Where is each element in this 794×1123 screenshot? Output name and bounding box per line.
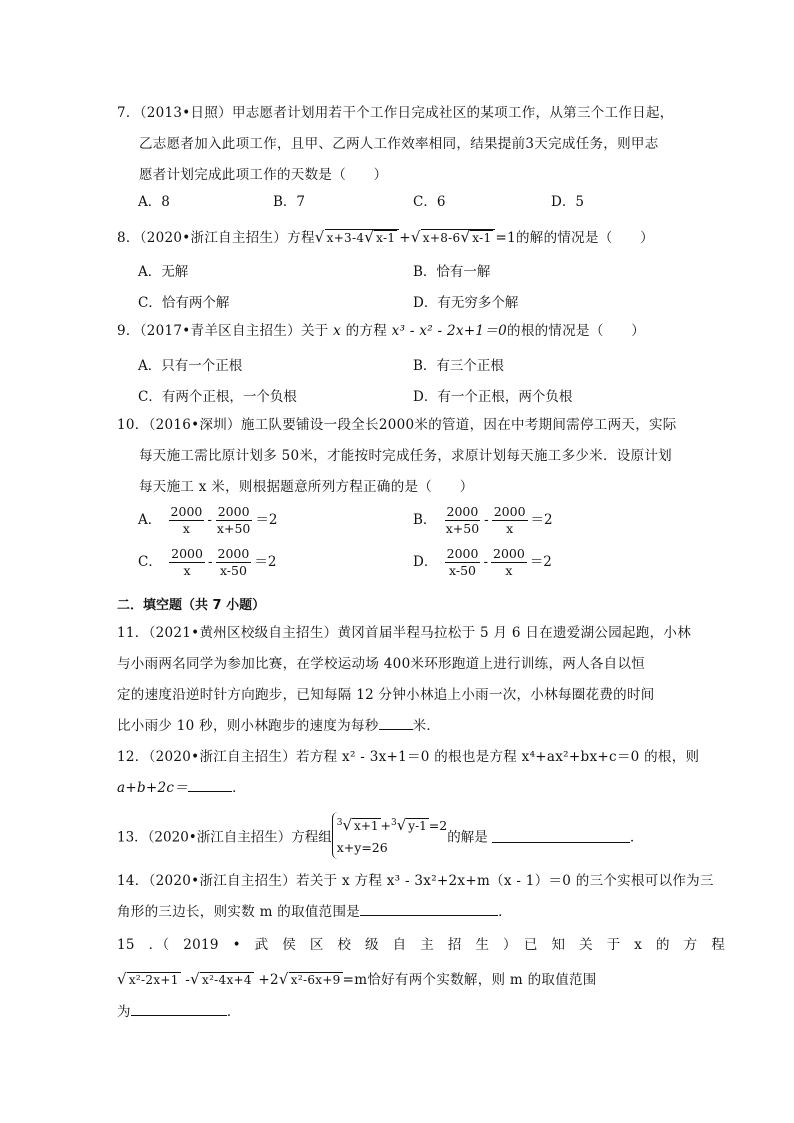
denominator: x+50 — [445, 521, 480, 536]
numerator: 2000 — [493, 546, 525, 561]
sys1-rhs: =2 — [428, 818, 448, 834]
answer-blank[interactable] — [188, 777, 232, 792]
question-12 — [117, 742, 700, 804]
question-14 — [117, 866, 714, 928]
q10-option-a — [138, 504, 277, 537]
q8-option-d: D．有无穷多个解 — [413, 295, 519, 311]
q11-line-1: 11．（2021•黄州区校级自主招生）黄冈首届半程马拉松于 5 月 6 日在遗爱湖公园起跑，小林 — [117, 625, 691, 641]
q11-line-3: 定的速度沿逆时针方向跑步，已知每隔 12 分钟小林追上小雨一次，小林每圈花费的时间 — [117, 687, 655, 703]
q13-end: ． — [630, 829, 644, 846]
q10-option-d — [413, 546, 552, 579]
q9-suffix: 的根的情况是（ ） — [507, 323, 646, 339]
q14-suffix: ． — [498, 904, 512, 920]
minus-sign: - — [207, 554, 213, 570]
q9-option-b: B．有三个正根 — [413, 358, 504, 374]
equation-system: $^3$√ x+1 +$^3$√ y-1 =2 x+y=26 — [332, 812, 447, 859]
q7-option-d: D．5 — [551, 194, 584, 210]
denominator: x-50 — [219, 563, 247, 578]
q15-line-3: 为 — [117, 1004, 131, 1020]
question-15: 15 ．（ 2019 • 武 侯 区 校 级 自 主 招 生 ） 已 知 关 于 x 的 方 程 √ x²-2x+1 -√ x²-4x+4 +2√ x²-6x+9 =m恰好有两个实数解，则 m 的取值范围 为 ． — [117, 930, 677, 1028]
q15-radicand-3: x²-6x+9 — [290, 973, 341, 987]
q7-line-3: 愿者计划完成此项工作的天数是（ ） — [139, 167, 388, 183]
section-heading-fill-in: 二．填空题（共 7 小题） — [117, 598, 266, 613]
question-11 — [117, 618, 691, 742]
q10-option-c — [138, 546, 276, 579]
question-10 — [117, 410, 677, 503]
fraction — [215, 504, 252, 537]
q9-option-a: A．只有一个正根 — [138, 358, 243, 374]
q8-option-b: B．恰有一解 — [413, 264, 491, 280]
answer-blank[interactable] — [492, 828, 630, 843]
q10-line-1: 10．（2016•深圳）施工队要铺设一段全长2000米的管道，因在中考期间需停工两天，实际 — [117, 417, 677, 433]
q15-eq: =m — [342, 972, 368, 988]
minus-sign: - — [207, 512, 212, 528]
answer-blank[interactable] — [360, 901, 498, 916]
q9-mid: 的方程 — [345, 323, 388, 339]
q9-option-c: C．有两个正根，一个负根 — [138, 389, 297, 405]
q7-option-b: B．7 — [273, 194, 306, 210]
numerator: 2000 — [493, 504, 526, 519]
fraction — [169, 546, 205, 579]
q10-line-2: 每天施工需比原计划多 50米，才能按时完成任务，求原计划每天施工多少米．设原计划 — [139, 448, 672, 464]
numerator: 2000 — [217, 546, 250, 561]
q8-radicand-2a: x+8-6 — [422, 231, 461, 245]
sys2: x+y=26 — [336, 840, 388, 856]
q8-radicand-1a: x+3-4 — [326, 231, 365, 245]
q14-line-2: 角形的三边长，则实数 m 的取值范围是 — [117, 904, 361, 920]
question-9 — [117, 316, 677, 347]
q12-line-2: a+b+2c＝ — [117, 780, 189, 796]
minus-sign: - — [484, 512, 489, 528]
q9-prefix: 9．（2017•青羊区自主招生）关于 — [117, 323, 329, 339]
rhs: ＝2 — [530, 512, 553, 528]
q8-suffix: 的解的情况是（ ） — [515, 230, 654, 246]
fraction — [445, 546, 481, 579]
q8-eq: =1 — [495, 230, 516, 246]
q8-radicand-2b: x-1 — [472, 231, 492, 245]
numerator: 2000 — [446, 546, 479, 561]
fraction — [492, 504, 528, 537]
q8-plus: + — [399, 230, 411, 246]
rhs: ＝2 — [529, 554, 552, 570]
q10-option-b-label: B． — [413, 512, 437, 528]
q10-option-c-label: C． — [138, 554, 162, 570]
cube-root-1: x+1 — [354, 819, 379, 834]
fraction — [216, 546, 252, 579]
q15-line-1: 15 ．（ 2019 • 武 侯 区 校 级 自 主 招 生 ） 已 知 关 于 x 的 方 程 — [117, 937, 726, 953]
denominator: x — [182, 521, 190, 536]
fraction — [169, 504, 205, 537]
q8-prefix: 8．（2020•浙江自主招生）方程 — [117, 230, 315, 246]
q13-prefix: 13．（2020•浙江自主招生）方程组 — [117, 829, 332, 846]
fraction — [491, 546, 527, 579]
rhs: ＝2 — [255, 512, 278, 528]
minus-sign: - — [483, 554, 488, 570]
q10-line-3: 每天施工 x 米，则根据题意所列方程正确的是（ ） — [139, 479, 474, 495]
question-7 — [117, 98, 677, 191]
denominator: x — [183, 563, 191, 578]
denominator: x+50 — [216, 521, 251, 536]
answer-blank[interactable] — [131, 1001, 227, 1016]
q9-option-d: D．有一个正根，两个负根 — [413, 389, 573, 405]
numerator: 2000 — [170, 504, 203, 519]
q9-equation: x³ - x² - 2x+1＝0 — [391, 323, 508, 339]
q8-radicand-1b: x-1 — [376, 231, 396, 245]
q12-suffix: ． — [232, 780, 246, 796]
rhs: ＝2 — [254, 554, 277, 570]
numerator: 2000 — [171, 546, 203, 561]
q8-option-c: C．恰有两个解 — [138, 295, 230, 311]
q12-line-1: 12．（2020•浙江自主招生）若方程 x² - 3x+1＝0 的根也是方程 x⁴+ax²+bx+c＝0 的根，则 — [117, 749, 700, 765]
denominator: x — [505, 563, 513, 578]
q7-option-a: A．8 — [138, 194, 170, 210]
q15-line-2-suffix: 恰好有两个实数解，则 m 的取值范围 — [367, 972, 597, 988]
answer-blank[interactable] — [379, 715, 413, 730]
q7-line-2: 乙志愿者加入此项工作，且甲、乙两人工作效率相同，结果提前3天完成任务，则甲志 — [139, 136, 659, 152]
q9-var: x — [333, 323, 342, 339]
question-8: 8．（2020•浙江自主招生）方程√ x+3-4√ x-1 +√ x+8-6√ x-1 =1的解的情况是（ ） — [117, 228, 654, 246]
q11-line-2: 与小雨两名同学为参加比赛，在学校运动场 400米环形跑道上进行训练，两人各自以恒 — [117, 656, 646, 672]
q15-radicand-1: x²-2x+1 — [128, 973, 179, 987]
numerator: 2000 — [446, 504, 479, 519]
denominator: x — [506, 521, 514, 536]
q7-line-1: 7．（2013•日照）甲志愿者计划用若干个工作日完成社区的某项工作，从第三个工作日起， — [117, 105, 674, 121]
q15-radicand-2: x²-4x+4 — [202, 973, 252, 987]
question-13 — [117, 812, 677, 859]
fraction — [444, 504, 481, 537]
q15-suffix: ． — [226, 1004, 241, 1020]
q10-option-a-label: A． — [138, 512, 162, 528]
cube-root-2: y-1 — [408, 819, 427, 834]
q11-suffix: 米． — [412, 718, 441, 734]
q14-line-1: 14．（2020•浙江自主招生）若关于 x 方程 x³ - 3x²+2x+m（x - 1）＝0 的三个实根可以作为三 — [117, 873, 714, 889]
numerator: 2000 — [217, 504, 250, 519]
q8-option-a: A．无解 — [138, 264, 189, 280]
q11-line-4: 比小雨少 10 秒，则小林跑步的速度为每秒 — [117, 718, 379, 734]
q10-option-b — [413, 504, 553, 537]
q10-option-d-label: D． — [413, 554, 438, 570]
denominator: x-50 — [449, 563, 477, 578]
q13-suffix: 的解是 — [447, 829, 488, 846]
q7-option-c: C．6 — [413, 194, 446, 210]
